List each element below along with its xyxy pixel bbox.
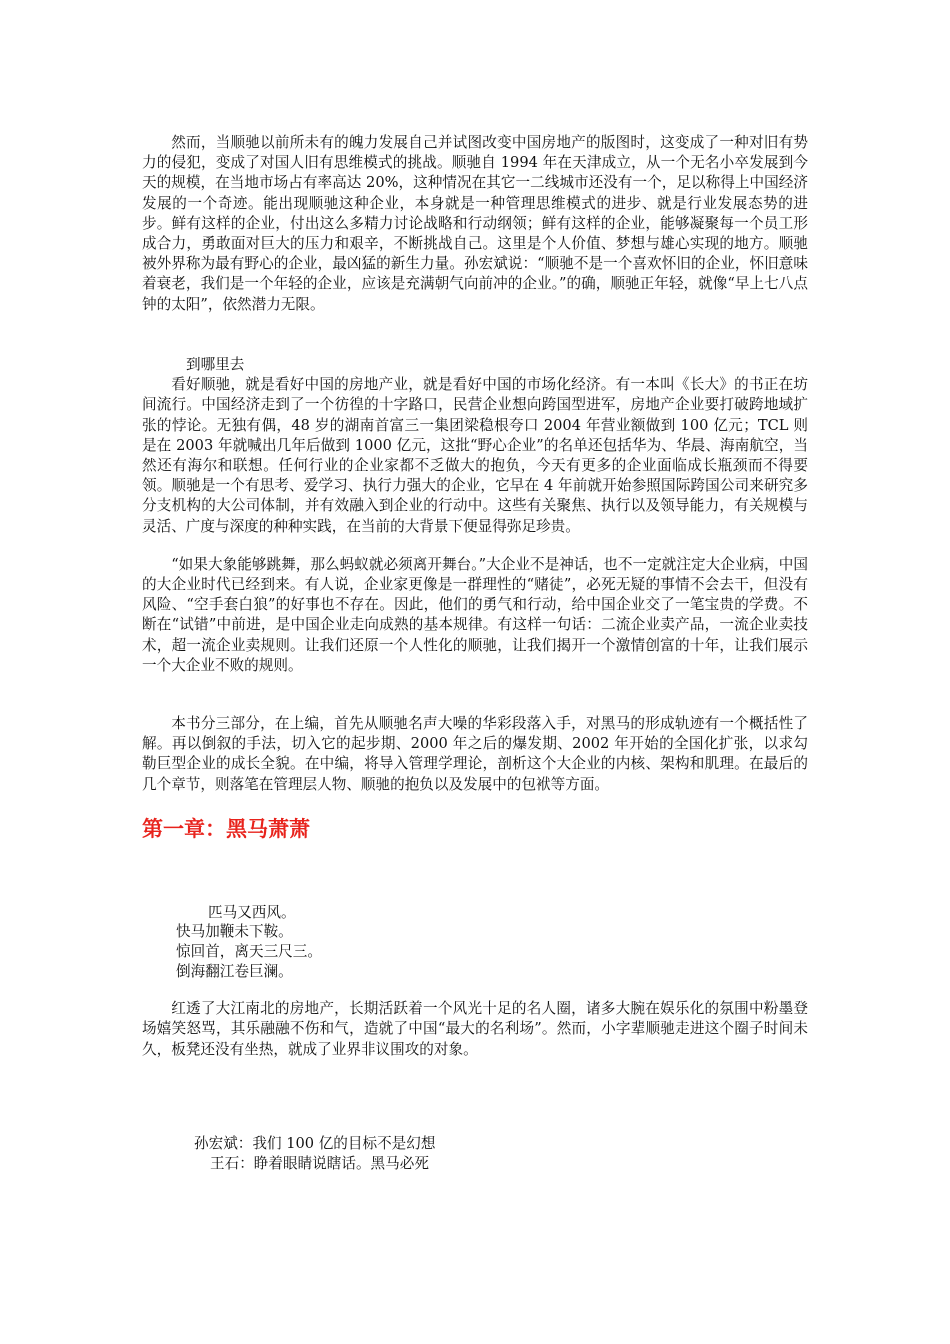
paragraph-market: 看好顺驰，就是看好中国的房地产业，就是看好中国的市场化经济。有一本叫《长大》的书正在坊间流行。中国经济走到了一个彷徨的十字路口，民营企业想向跨国型进军，房地产企业要打破跨地域扩张的悖论。无独有偶，48 岁的湖南首富三一集团梁稳根夸口 2004 年营业额做到 100 亿元；TCL 则是在 2003 年就喊出几年后做到 1000 亿元，这批“野心企业”的名单还包括华为、华晨、海南航空，当然还有海尔和联想。任何行业的企业家都不乏做大的抱负，今天有更多的企业面临成长瓶颈而不得要领。顺驰是一个有思考、爱学习、执行力强大的企业，它早在 4 年前就开始参照国际跨国公司来研究多分支机构的大公司体制，并有效融入到企业的行动中。这些有关聚焦、执行以及领导能力，有关规模与灵活、广度与深度的种种实践，在当前的大背景下便显得弥足珍贵。 (142, 376, 808, 535)
paragraph-elephant: “如果大象能够跳舞，那么蚂蚁就必须离开舞台。”大企业不是神话，也不一定就注定大企业病，中国的大企业时代已经到来。有人说，企业家更像是一群理性的“赌徒”，必死无疑的事情不会去干，但没有风险、“空手套白狼”的好事也不存在。因此，他们的勇气和行动，给中国企业交了一笔宝贵的学费。不断在“试错”中前进，是中国企业走向成熟的基本规律。有这样一句话：二流企业卖产品，一流企业卖技术，超一流企业卖规则。让我们还原一个人性化的顺驰，让我们揭开一个激情创富的十年，让我们展示一个大企业不败的规则。 (142, 555, 808, 674)
paragraph-fame-circle: 红透了大江南北的房地产，长期活跃着一个风光十足的名人圈，诸多大腕在娱乐化的氛围中粉墨登场嬉笑怒骂，其乐融融不伤和气，造就了中国“最大的名利场”。然而，小字辈顺驰走进这个圈子时间未久，板凳还没有坐热，就成了业界非议围攻的对象。 (142, 1000, 808, 1058)
paragraph-intro: 然而，当顺驰以前所未有的魄力发展自己并试图改变中国房地产的版图时，这变成了一种对旧有势力的侵犯，变成了对国人旧有思维模式的挑战。顺驰自 1994 年在天津成立，从一个无名小卒发展到今天的规模，在当地市场占有率高达 20%，这种情况在其它一二线城市还没有一个，足以称得上中国经济发展的一个奇迹。能出现顺驰这种企业，本身就是一种管理思维模式的进步、就是行业发展态势的进步。鲜有这样的企业，付出这么多精力讨论战略和行动纲领；鲜有这样的企业，能够凝聚每一个员工形成合力，勇敢面对巨大的压力和艰辛，不断挑战自己。这里是个人价值、梦想与雄心实现的地方。顺驰被外界称为最有野心的企业，最凶猛的新生力量。孙宏斌说：“顺驰不是一个喜欢怀旧的企业，怀旧意味着衰老，我们是一个年轻的企业，应该是充满朝气向前冲的企业。”的确，顺驰正年轻，就像“早上七八点钟的太阳”，依然潜力无限。 (142, 134, 808, 313)
section-subheading: 到哪里去 (186, 356, 245, 373)
dialog-line: 王石：睁着眼睛说瞎话。黑马必死 (210, 1154, 429, 1172)
poem-line: 倒海翻江卷巨澜。 (176, 962, 293, 980)
document-page (142, 133, 808, 1174)
chapter-title: 第一章：黑马萧萧 (142, 816, 310, 841)
dialog-line: 孙宏斌：我们 100 亿的目标不是幻想 (194, 1134, 436, 1152)
poem-line: 匹马又西风。 (208, 903, 296, 921)
dialog-quotes (142, 1134, 808, 1174)
poem-line: 快马加鞭未下鞍。 (176, 923, 293, 941)
poem-line: 惊回首，离天三尺三。 (176, 943, 322, 961)
poem (142, 903, 808, 981)
paragraph-book-structure: 本书分三部分，在上编，首先从顺驰名声大噪的华彩段落入手，对黑马的形成轨迹有一个概括性了解。再以倒叙的手法，切入它的起步期、2000 年之后的爆发期、2002 年开始的全国化扩张，以求勾勒巨型企业的成长全貌。在中编，将导入管理学理论，剖析这个大企业的内核、架构和肌理。在最后的几个章节，则落笔在管理层人物、顺驰的抱负以及发展中的包袱等方面。 (142, 715, 808, 793)
